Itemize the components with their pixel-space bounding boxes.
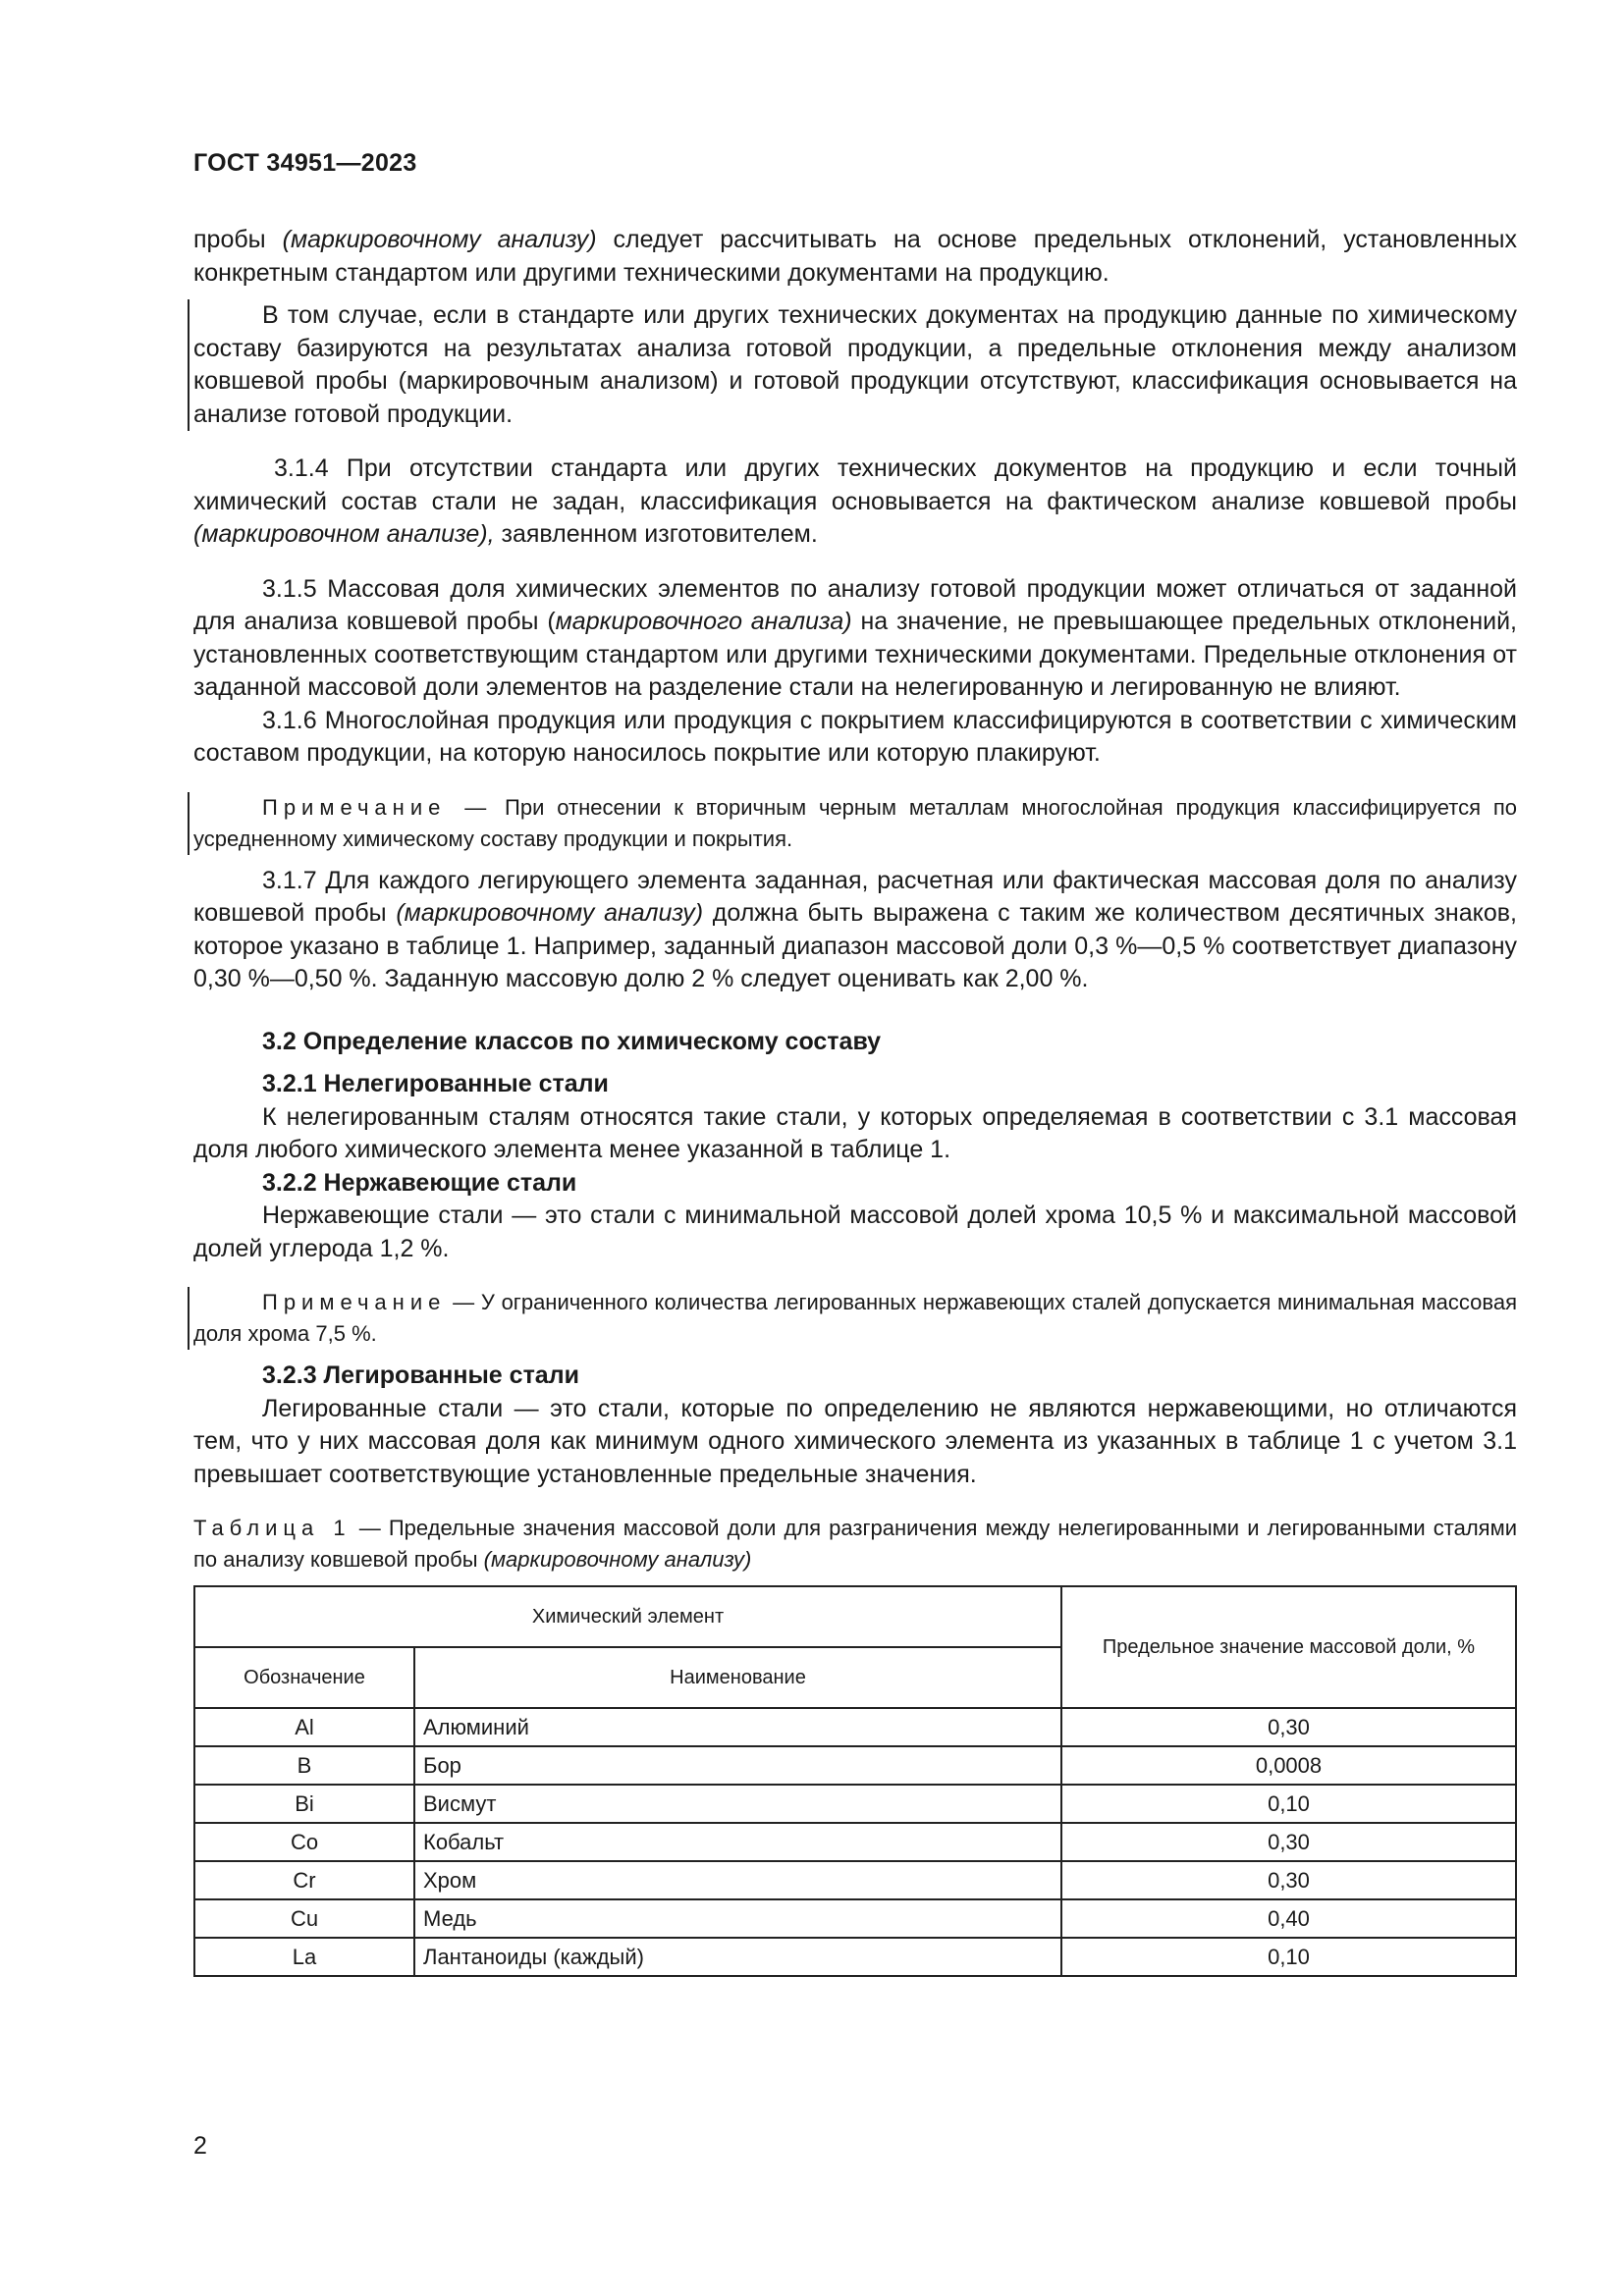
cell-name: Кобальт [414,1823,1061,1861]
cell-value: 0,30 [1061,1708,1516,1746]
table-row [194,1861,1516,1899]
paragraph-finished-product-case: В том случае, если в стандарте или других технических документах на продукцию данные по химическому составу базируются на результатах анализа готовой продукции, а предельные отклонения между анализом ковшевой пробы (маркировочным анализом) и готовой продукции отсутствуют, классификация основывается на анализе готовой продукции. [188,299,1517,431]
cell-name: Алюминий [414,1708,1061,1746]
cell-name: Лантаноиды (каждый) [414,1938,1061,1976]
table-row [194,1938,1516,1976]
cell-symbol: Cr [194,1861,414,1899]
page-content [193,224,1517,1977]
cell-symbol: Bi [194,1785,414,1823]
note-text: При отнесении к вторичным черным металлам многослойная продукция классифицируется по усредненному химическому составу продукции и покрытия. [193,794,1518,851]
cell-symbol: Cu [194,1899,414,1938]
table-row [194,1823,1516,1861]
note-label: Примечание [262,1290,447,1314]
cell-value: 0,10 [1061,1785,1516,1823]
note-stainless [188,1287,1517,1350]
document-id: ГОСТ 34951—2023 [193,149,417,177]
cell-name: Бор [414,1746,1061,1785]
subsection-heading-3-2-2: 3.2.2 Нержавеющие стали [262,1168,577,1197]
section-heading-3-2: 3.2 Определение классов по химическому составу [262,1027,882,1055]
table-1-caption: Таблица 1 — Предельные значения массовой доли для разграничения между нелегированными и легированными сталями по анализу ковшевой пробы (маркировочному анализу) [193,1516,1517,1572]
cell-symbol: B [194,1746,414,1785]
cell-name: Хром [414,1861,1061,1899]
cell-value: 0,10 [1061,1938,1516,1976]
cell-symbol: Co [194,1823,414,1861]
note-text: — У ограниченного количества легированных нержавеющих сталей допускается минимальная массовая доля хрома 7,5 %. [193,1290,1517,1346]
paragraph-3-2-2: Нержавеющие стали — это стали с минимальной массовой долей хрома 10,5 % и максимальной массовой долей углерода 1,2 %. [193,1201,1517,1262]
paragraph-3-2-3: Легированные стали — это стали, которые по определению не являются нержавеющими, но отличаются тем, что у них массовая доля как минимум одного химического элемента из указанных в таблице 1 с учетом 3.1 превышает соответствующие установленные предельные значения. [193,1394,1517,1488]
cell-symbol: Al [194,1708,414,1746]
table-row [194,1899,1516,1938]
paragraph-3-1-5: 3.1.5 Массовая доля химических элементов по анализу готовой продукции может отличаться от заданной для анализа ковшевой пробы (маркировочного анализа) на значение, не превышающее предельных отклонений, установленных соответствующим стандартом или другими техническими документами. Предельные отклонения от заданной массовой доли элементов на разделение стали на нелегированную и легированную не влияют. [193,574,1518,701]
cell-symbol: La [194,1938,414,1976]
subsection-heading-3-2-1: 3.2.1 Нелегированные стали [262,1070,609,1097]
header-limit-value: Предельное значение массовой доли, % [1061,1586,1516,1708]
header-symbol: Обозначение [194,1647,414,1708]
cell-name: Висмут [414,1785,1061,1823]
table-row [194,1785,1516,1823]
table-row [194,1746,1516,1785]
cell-value: 0,30 [1061,1861,1516,1899]
header-chemical-element: Химический элемент [194,1586,1061,1647]
table-caption-label: Таблица 1 [193,1516,352,1540]
table-1 [193,1585,1517,1977]
header-name: Наименование [414,1647,1061,1708]
note-label: Примечание — [262,794,493,820]
page-number: 2 [193,2132,207,2160]
cell-value: 0,30 [1061,1823,1516,1861]
paragraph-3-1-7: 3.1.7 Для каждого легирующего элемента заданная, расчетная или фактическая массовая доля по анализу ковшевой пробы (маркировочному анализу) должна быть выражена с таким же количеством десятичных знаков, которое указано в таблице 1. Например, заданный диапазон массовой доли 0,3 %—0,5 % соответствует диапазону 0,30 %—0,50 %. Заданную массовую долю 2 % следует оценивать как 2,00 %. [193,866,1517,992]
subsection-heading-3-2-3: 3.2.3 Легированные стали [262,1362,579,1389]
paragraph-3-2-1: К нелегированным сталям относятся такие стали, у которых определяемая в соответствии с 3.1 массовая доля любого химического элемента менее указанной в таблице 1. [193,1102,1517,1163]
cell-value: 0,0008 [1061,1746,1516,1785]
paragraph-continuation: пробы (маркировочному анализу) следует рассчитывать на основе предельных отклонений, установленных конкретным стандартом или другими техническими документами на продукцию. [193,226,1517,287]
cell-value: 0,40 [1061,1899,1516,1938]
note-multilayer [188,792,1517,855]
paragraph-3-1-6: 3.1.6 Многослойная продукция или продукция с покрытием классифицируются в соответствии с химическим составом продукции, на которую наносилось покрытие или которую плакируют. [193,706,1517,767]
paragraph-3-1-4: 3.1.4 При отсутствии стандарта или других технических документов на продукцию и если точный химический состав стали не задан, классификация основывается на фактическом анализе ковшевой пробы (маркировочном анализе), заявленном изготовителем. [193,454,1517,548]
table-row [194,1708,1516,1746]
cell-name: Медь [414,1899,1061,1938]
